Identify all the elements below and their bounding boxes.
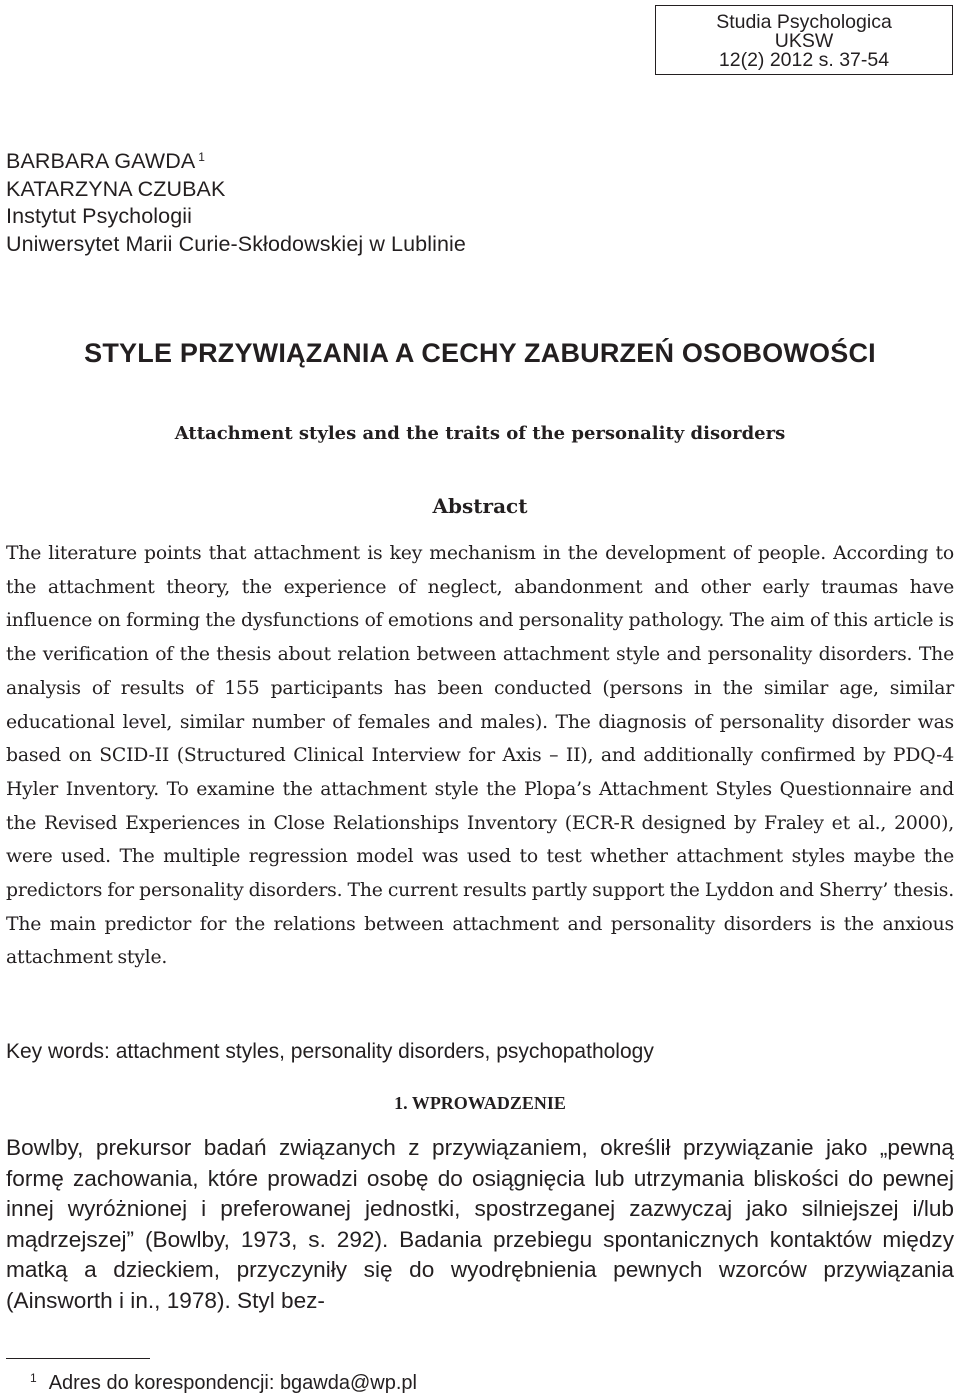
section-heading-introduction: 1. WPROWADZENIE — [394, 1093, 566, 1113]
author-university: Uniwersytet Marii Curie-Skłodowskiej w Lublinie — [6, 231, 466, 256]
author-line-1 — [6, 148, 466, 176]
journal-publisher: UKSW — [774, 30, 834, 52]
footnote-text: Adres do korespondencji: bgawda@wp.pl — [48, 1372, 417, 1394]
author-block — [6, 148, 466, 258]
author-institute: Instytut Psychologii — [6, 204, 193, 228]
journal-issue: 12(2) 2012 s. 37-54 — [718, 49, 890, 71]
journal-name: Studia Psychologica — [716, 11, 892, 33]
journal-info-box — [655, 5, 953, 75]
footnote-divider — [6, 1358, 150, 1359]
introduction-text: Bowlby, prekursor badań związanych z przywiązaniem, określił przywiązanie jako „pewną formę zachowania, które prowadzi osobę do osiągnięcia lub utrzymania bliskości do pewnej innej wyróżnionej i preferowanej jednostki, spostrzeganej zazwyczaj jako silniejszej i/lub mądrzejszej” (Bowlby, 1973, s. 292). Badania przebiegu spontanicznych kontaktów między matką a dzieckiem, przyczyniły się do wyodrębnienia pewnych wzorców przywiązania (Ainsworth i in., 1978). Styl bez- — [6, 1135, 954, 1313]
article-title-english: Attachment styles and the traits of the personality disorders — [174, 423, 786, 444]
abstract-text: The literature points that attachment is key mechanism in the development of people. According to the attachment theory, the experience of neglect, abandonment and other early traumas have influence on forming the dysfunctions of emotions and personality pathology. The aim of this article is the verification of the thesis about relation between attachment style and personality disorders. The analysis of results of 155 participants has been conducted (persons in the similar age, similar educational level, similar number of females and males). The diagnosis of personality disorder was based on SCID-II (Structured Clinical Interview for Axis – II), and additionally confirmed by PDQ-4 Hyler Inventory. To examine the attachment style the Plopa’s Attachment Styles Questionnaire and the Revised Experiences in Close Relationships Inventory (ECR-R designed by Fraley et al., 2000), were used. The multiple regression model was used to test whether attachment styles maybe the predictors for personality disorders. The current results partly support the Lyddon and Sherry’ thesis. The main predictor for the relations between attachment and personality disorders is the anxious attachment style. — [6, 543, 954, 969]
keywords: Key words: attachment styles, personality disorders, psychopathology — [6, 1040, 654, 1063]
footnote-mark: 1 — [30, 1371, 37, 1385]
author-name-1: BARBARA GAWDA — [6, 149, 196, 173]
footnote — [30, 1372, 417, 1395]
article-title-polish: STYLE PRZYWIĄZANIA A CECHY ZABURZEŃ OSOBOWOŚCI — [84, 338, 876, 368]
author-footnote-mark: 1 — [198, 150, 206, 164]
author-name-2: KATARZYNA CZUBAK — [6, 176, 226, 201]
abstract-heading: Abstract — [432, 494, 528, 518]
